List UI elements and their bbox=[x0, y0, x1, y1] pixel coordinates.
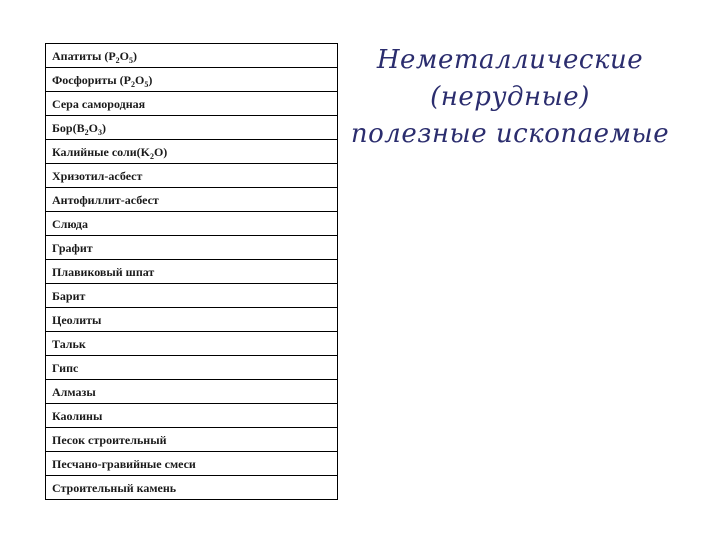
mineral-name: Цеолиты bbox=[52, 312, 102, 327]
mineral-cell-apatites bbox=[46, 44, 338, 68]
table-row bbox=[46, 356, 338, 380]
mineral-name: Бор(B bbox=[52, 120, 85, 135]
table-row bbox=[46, 476, 338, 500]
table-row bbox=[46, 404, 338, 428]
subscript: 2 bbox=[84, 127, 89, 137]
mineral-cell-sulfur bbox=[46, 92, 338, 116]
mineral-cell-construction-sand bbox=[46, 428, 338, 452]
table-row bbox=[46, 188, 338, 212]
mineral-cell-talc bbox=[46, 332, 338, 356]
subscript: 2 bbox=[130, 79, 135, 89]
mineral-name: Сера самородная bbox=[52, 96, 146, 111]
mineral-name: Хризотил-асбест bbox=[52, 168, 143, 183]
mineral-name: Графит bbox=[52, 240, 93, 255]
mineral-cell-sand-gravel-mixes bbox=[46, 452, 338, 476]
mineral-name: Антофиллит-асбест bbox=[52, 192, 159, 207]
minerals-table bbox=[45, 43, 338, 500]
page-title bbox=[350, 42, 670, 153]
mineral-cell-barite bbox=[46, 284, 338, 308]
mineral-name: Фосфориты (P bbox=[52, 72, 131, 87]
mineral-cell-anthophyllite-asbestos bbox=[46, 188, 338, 212]
formula-end: ) bbox=[133, 48, 138, 63]
subscript: 2 bbox=[115, 55, 120, 65]
subscript: 5 bbox=[129, 55, 134, 65]
table-row bbox=[46, 380, 338, 404]
formula-part: O bbox=[119, 48, 130, 63]
mineral-name: Слюда bbox=[52, 216, 88, 231]
mineral-name: Апатиты (P bbox=[52, 48, 116, 63]
table-row bbox=[46, 332, 338, 356]
mineral-name: Барит bbox=[52, 288, 86, 303]
table-row bbox=[46, 284, 338, 308]
formula-part: O) bbox=[153, 144, 168, 159]
mineral-cell-building-stone bbox=[46, 476, 338, 500]
table-row bbox=[46, 212, 338, 236]
subscript: 2 bbox=[149, 151, 154, 161]
table-row bbox=[46, 236, 338, 260]
table-row bbox=[46, 116, 338, 140]
formula-end: ) bbox=[101, 120, 106, 135]
mineral-name: Тальк bbox=[52, 336, 86, 351]
subscript: 3 bbox=[97, 127, 102, 137]
table-row bbox=[46, 308, 338, 332]
mineral-name: Песчано-гравийные смеси bbox=[52, 456, 196, 471]
mineral-cell-graphite bbox=[46, 236, 338, 260]
mineral-cell-phosphorites bbox=[46, 68, 338, 92]
table-row bbox=[46, 44, 338, 68]
table-row bbox=[46, 452, 338, 476]
mineral-cell-mica bbox=[46, 212, 338, 236]
mineral-name: Строительный камень bbox=[52, 480, 177, 495]
formula-part: O bbox=[134, 72, 145, 87]
table-row bbox=[46, 428, 338, 452]
mineral-name: Плавиковый шпат bbox=[52, 264, 155, 279]
subscript: 5 bbox=[144, 79, 149, 89]
mineral-cell-gypsum bbox=[46, 356, 338, 380]
table-row bbox=[46, 140, 338, 164]
table-row bbox=[46, 260, 338, 284]
mineral-name: Калийные соли(K bbox=[52, 144, 150, 159]
mineral-name: Гипс bbox=[52, 360, 79, 375]
formula-part: O bbox=[88, 120, 98, 135]
mineral-cell-fluorspar bbox=[46, 260, 338, 284]
mineral-cell-chrysotile-asbestos bbox=[46, 164, 338, 188]
mineral-cell-diamonds bbox=[46, 380, 338, 404]
title-line-3: полезные ископаемые bbox=[350, 119, 670, 149]
table-row bbox=[46, 164, 338, 188]
title-line-2: (нерудные) bbox=[430, 82, 590, 112]
mineral-cell-boron bbox=[46, 116, 338, 140]
mineral-cell-kaolins bbox=[46, 404, 338, 428]
mineral-cell-zeolites bbox=[46, 308, 338, 332]
mineral-cell-potash-salts bbox=[46, 140, 338, 164]
mineral-name: Каолины bbox=[52, 408, 103, 423]
mineral-name: Песок строительный bbox=[52, 432, 167, 447]
formula-end: ) bbox=[148, 72, 153, 87]
table-row bbox=[46, 68, 338, 92]
title-line-1: Неметаллические bbox=[376, 45, 644, 75]
mineral-name: Алмазы bbox=[52, 384, 96, 399]
table-row bbox=[46, 92, 338, 116]
